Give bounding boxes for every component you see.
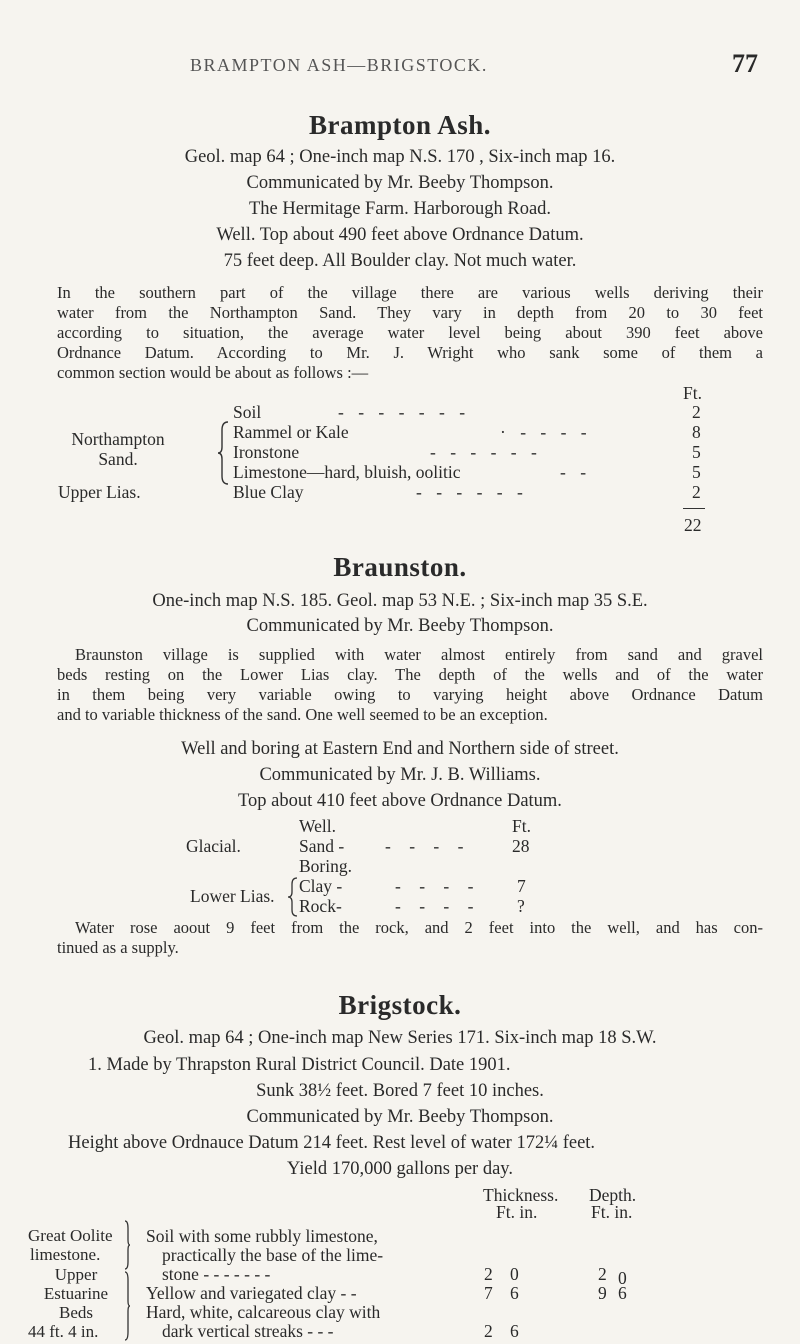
depth-in: 0 [618, 1268, 627, 1288]
dot-leader: - - - - [395, 876, 481, 896]
section-label: Blue Clay [233, 482, 304, 502]
depth-header: Depth. [589, 1185, 637, 1205]
dot-leader: - - - - - - - [338, 402, 471, 422]
braunston-title: Braunston. [333, 552, 467, 582]
braunston-well-top: Top about 410 feet above Ordnance Datum. [238, 791, 562, 811]
group-lower-lias: Lower Lias. [190, 886, 275, 906]
running-title: BRAMPTON ASH—BRIGSTOCK. [190, 55, 488, 75]
braunston-unit-header: Ft. [512, 816, 531, 836]
brampton-para-2: water from the Northampton Sand. They vary in depth from 20 to 30 feet [57, 303, 763, 322]
rock-value: ? [517, 896, 525, 916]
dot-leader: - - - - [385, 836, 471, 856]
page-number: 77 [732, 49, 758, 78]
brigstock-height: Height above Ordnauce Datum 214 feet. Rest level of water 172¼ feet. [68, 1133, 596, 1153]
group-great-oolite: Great Oolite [28, 1226, 113, 1245]
brampton-well: Well. Top about 490 feet above Ordnance Datum. [216, 225, 584, 245]
section-label: Soil [233, 402, 262, 422]
clay-label: Clay - [299, 876, 343, 896]
ft-in-header: Ft. in. [496, 1202, 538, 1222]
thickness-in: 6 [510, 1321, 519, 1341]
brampton-total: 22 [684, 515, 702, 535]
dot-leader: - - - - - - [430, 442, 542, 462]
row-desc: stone - - - - - - - [162, 1264, 271, 1284]
depth-ft: 2 [598, 1264, 607, 1284]
braunston-para-1: Braunston village is supplied with water almost entirely from sand and gravel [75, 645, 763, 664]
brigstock-maps: Geol. map 64 ; One-inch map New Series 171. Six-inch map 18 S.W. [143, 1028, 657, 1048]
brampton-depth: 75 feet deep. All Boulder clay. Not much water. [223, 251, 577, 271]
group-beds: Beds [59, 1303, 93, 1322]
thickness-in: 6 [510, 1283, 519, 1303]
section-value: 5 [692, 462, 701, 482]
braunston-water-2: tinued as a supply. [57, 938, 179, 957]
braunston-para-2: beds resting on the Lower Lias clay. The depth of the wells and of the water [57, 665, 763, 684]
group-upper: Upper [54, 1265, 98, 1284]
dot-leader: - - [560, 462, 592, 482]
group-great-oolite-b: limestone. [30, 1245, 101, 1264]
brigstock-title: Brigstock. [338, 990, 462, 1020]
well-header: Well. [299, 816, 336, 836]
dot-leader: - - - - [395, 896, 481, 916]
brampton-para-3: according to situation, the average water level being about 390 feet above [57, 323, 763, 342]
group-glacial: Glacial. [186, 836, 241, 856]
group-northampton: Northampton [71, 429, 165, 449]
clay-value: 7 [517, 876, 526, 896]
braunston-communicated: Communicated by Mr. Beeby Thompson. [246, 616, 554, 636]
brampton-para-5: common section would be about as follows :— [57, 363, 369, 382]
brampton-title: Brampton Ash. [308, 110, 492, 140]
thickness-ft: 2 [484, 1321, 493, 1341]
dot-leader: - - - - - - [416, 482, 528, 502]
braunston-para-3: in them being very variable owing to varying height above Ordnance Datum [57, 685, 763, 704]
braunston-well-communicated: Communicated by Mr. J. B. Williams. [259, 765, 541, 785]
row-desc: Yellow and variegated clay - - [146, 1283, 357, 1303]
brace-upper-estuarine [119, 1270, 131, 1342]
section-label: Limestone—hard, bluish, oolitic [233, 462, 461, 482]
braunston-para-4: and to variable thickness of the sand. One well seemed to be an exception. [57, 705, 548, 724]
brampton-maps: Geol. map 64 ; One-inch map N.S. 170 , Six-inch map 16. [184, 147, 616, 167]
brampton-para-1: In the southern part of the village there are various wells deriving their [57, 283, 763, 302]
brampton-unit-header: Ft. [683, 383, 702, 403]
sand-label: Sand - [299, 836, 345, 856]
section-value: 8 [692, 422, 701, 442]
group-estuarine: Estuarine [43, 1284, 109, 1303]
boring-header: Boring. [299, 856, 352, 876]
brigstock-communicated: Communicated by Mr. Beeby Thompson. [246, 1107, 554, 1127]
thickness-ft: 7 [484, 1283, 493, 1303]
brampton-communicated: Communicated by Mr. Beeby Thompson. [246, 173, 554, 193]
total-rule [683, 508, 705, 509]
group-northampton-sand: Sand. [98, 449, 138, 469]
brace-northampton [216, 420, 232, 486]
braunston-maps: One-inch map N.S. 185. Geol. map 53 N.E. ; Six-inch map 35 S.E. [152, 591, 648, 611]
section-value: 5 [692, 442, 701, 462]
group-upper-lias: Upper Lias. [58, 482, 141, 502]
brigstock-sunk: Sunk 38½ feet. Bored 7 feet 10 inches. [256, 1081, 544, 1101]
brace-lower-lias [287, 876, 299, 918]
brace-great-oolite [119, 1219, 131, 1271]
brigstock-item-1: 1. Made by Thrapston Rural District Council. Date 1901. [88, 1055, 511, 1075]
group-thickness: 44 ft. 4 in. [28, 1322, 99, 1341]
row-desc: dark vertical streaks - - - [162, 1321, 334, 1341]
brampton-para-4: Ordnance Datum. According to Mr. J. Wright who sank some of them a [57, 343, 763, 362]
sand-value: 28 [512, 836, 530, 856]
brampton-location: The Hermitage Farm. Harborough Road. [248, 199, 552, 219]
depth-ft: 9 [598, 1283, 607, 1303]
depth-in: 6 [618, 1283, 627, 1303]
row-desc: Hard, white, calcareous clay with [146, 1302, 381, 1322]
thickness-ft: 2 [484, 1264, 493, 1284]
brigstock-yield: Yield 170,000 gallons per day. [287, 1159, 513, 1179]
ft-in-header: Ft. in. [591, 1202, 633, 1222]
braunston-water-1: Water rose aoout 9 feet from the rock, and 2 feet into the well, and has con- [75, 918, 763, 937]
section-label: Ironstone [233, 442, 300, 462]
thickness-in: 0 [510, 1264, 519, 1284]
section-value: 2 [692, 482, 701, 502]
row-desc: Soil with some rubbly limestone, [146, 1226, 378, 1246]
row-desc: practically the base of the lime- [162, 1245, 384, 1265]
thickness-header: Thickness. [483, 1185, 559, 1205]
section-value: 2 [692, 402, 701, 422]
rock-label: Rock- [299, 896, 342, 916]
dot-leader: · - - - - [500, 422, 592, 442]
section-label: Rammel or Kale [233, 422, 349, 442]
braunston-well-line: Well and boring at Eastern End and Northern side of street. [181, 739, 619, 759]
